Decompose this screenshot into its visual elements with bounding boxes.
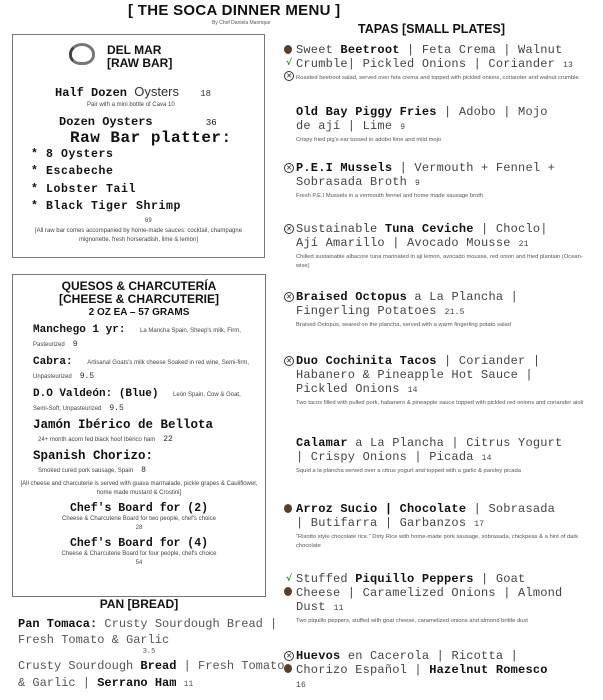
tapa-text: | Sobrasada [466,502,556,516]
tapa-line [296,354,601,368]
board-name: Chef's Board for (4) [69,537,209,550]
tapa-text: Fingerling Potatoes [296,304,437,318]
vegetarian-icon: √ [285,574,292,584]
tapa-text: Piquillo Peppers [355,572,474,586]
tapa-price: 13 [563,61,574,70]
del-mar-title: DEL MAR [107,43,162,57]
tapa-line [296,677,601,693]
gluten-free-icon: ✕ [284,292,294,302]
cheese-item [33,354,257,383]
tapa-line [296,222,601,236]
tapa-price: 21 [518,240,529,249]
tapa-desc: Chilled sustainable albacore tuna marinated in aji lemon, avocado mousse, red onion and fried plantain (Ocean-wise) [296,254,583,269]
tapa-item [296,105,601,145]
tapa-desc: Fresh P.E.I Mussels in a vermouth fennel and home made sausage broth [296,193,484,199]
tapa-desc: Braised Octopus, seared on the plancha, served with a warm fingerling potato salad [296,322,511,328]
tapa-text: | Feta Crema | Walnut [399,43,563,57]
tapa-line [296,304,601,320]
platter-item: * Lobster Tail [31,183,137,196]
tapa-desc: Squid a la plancha served over a citrus yogurt and topped with a garlic & parsley picada [296,468,521,474]
cheese-item [33,386,257,415]
tapa-line [296,119,601,135]
raw-bar-note: [All raw bar comes accompanied by home-made sauces: cocktail, champagne mignonette, fresh horseradish, lime & lemon] [34,228,243,243]
tapa-text: Arroz Sucio | Chocolate [296,502,467,516]
tapa-price: 9 [415,179,421,188]
tapa-price: 17 [474,520,485,529]
platter-item: * Black Tiger Shrimp [31,200,182,213]
tapa-price: 21.5 [444,308,465,317]
tapa-item [296,43,601,83]
tapa-price: 14 [481,454,492,463]
cheese-name: Manchego 1 yr: [33,324,126,336]
cheese-desc: 24+ month acorn fed black hoof Ibérico ham [38,437,156,443]
tapas-title: TAPAS [SMALL PLATES] [358,22,505,36]
tapa-line [296,516,601,532]
cheese-price: 9 [72,340,78,349]
half-dozen-oysters: Half Dozen Oysters 18 [55,84,212,100]
tapa-text: Crumble| Pickled Onions | Coriander [296,57,556,71]
nut-icon [284,664,292,673]
tapa-item [296,649,601,693]
raw-bar-platter-title: Raw Bar platter: [70,129,232,147]
tapa-price: 9 [400,123,406,132]
serrano-bread: Crusty Sourdough Bread | Fresh Tomato & Garlic | Serrano Ham 11 [18,659,285,690]
cheese-item [33,449,257,477]
cheese-name: D.O Valdeón: (Blue) [33,388,159,400]
tapa-price: 11 [333,604,344,613]
tapa-text: Cheese | Caramelized Onions | Almond [296,586,563,600]
cheese-price: 9.5 [109,404,124,413]
chef-board [13,502,265,533]
quesos-note: [All cheese and charcuterie is served with guava marmalade, pickle grapes & Cauliflower, home made mustard & Crostini] [20,481,258,496]
tapa-text: Old Bay Piggy Fries [296,105,437,119]
tapa-text: Tuna Ceviche [384,222,474,236]
cheese-desc: León Spain, Cow & Goat, Semi-Soft, Unpasteurized [33,392,241,412]
platter-item: * Escabeche [31,165,114,178]
menu-title: [ THE SOCA DINNER MENU ] [128,2,341,19]
tapa-line [296,382,601,398]
chef-board [13,537,265,568]
tapa-desc: Crispy fried pig's ear tossed in adobo lime and mild mojo [296,137,442,143]
tapa-text: P.E.I Mussels [296,161,393,175]
tapa-line [296,600,601,616]
tapa-item [296,502,601,551]
tapa-text: Sweet [296,43,341,57]
oyster-icon [69,43,95,65]
platter-price: 69 [145,218,152,224]
gluten-free-icon: ✕ [284,224,294,234]
tapa-line [296,663,601,677]
tapa-line [296,105,601,119]
tapa-item [296,290,601,330]
board-desc: Cheese & Charcuterie Board for two people, chef's choice [62,516,216,522]
tapa-text: Beetroot [340,43,400,57]
tapa-text: Calamar [296,436,348,450]
tapa-text: | Goat [473,572,526,586]
cheese-price: 9.5 [79,372,95,381]
tapa-text: Dust [296,600,326,614]
tapa-text: a La Plancha | Citrus Yogurt [347,436,563,450]
dozen-oysters: Dozen Oysters 36 [59,115,217,129]
tapa-line [296,368,601,382]
quesos-subtitle: [CHEESE & CHARCUTERIE] [58,292,219,306]
tapa-price: 16 [296,681,307,690]
cheese-price: 22 [163,435,173,444]
tapa-item [296,354,601,408]
tapa-item [296,572,601,626]
tapa-text: Huevos [296,649,341,663]
cheese-item [33,418,257,446]
tapa-line [296,572,601,586]
del-mar-subtitle: [RAW BAR] [107,56,173,70]
cheese-desc: La Mancha Spain, Sheep's milk, Firm, Pasteurized [33,328,241,348]
tapa-text: Duo Cochinita Tacos [296,354,437,368]
tapa-text: Braised Octopus [296,290,408,304]
tapa-text: Ají Amarillo | Avocado Mousse [296,236,511,250]
gluten-free-icon: ✕ [284,163,294,173]
tapa-text: | Choclo| [473,222,548,236]
board-name: Chef's Board for (2) [69,502,209,515]
tapa-text: | Butifarra | Garbanzos [296,516,467,530]
tapa-line [296,161,601,175]
cheese-desc: Artisanal Goats's milk cheese Soaked in red wine, Semi-firm, Unpasteurized [33,360,250,380]
del-mar-section [12,34,265,258]
board-price: 54 [135,560,143,566]
nut-icon [284,45,292,54]
nut-icon [284,587,292,596]
tapa-line [296,236,601,252]
tapa-text: Stuffed [296,572,356,586]
tapa-text: Chorizo Español | [296,663,430,677]
quesos-section [12,274,266,597]
tapa-desc: "Risotto style chocolate rice." Dirty Rice with home-made pork sausage, sobrasada, chickpeas & a hint of dark chocolate [296,534,579,549]
tapa-text: en Cacerola | Ricotta | [340,649,519,663]
cheese-desc: Smoked cured pork sausage, Spain [38,468,134,474]
tapa-line [296,502,601,516]
nut-icon [284,504,292,513]
board-desc: Cheese & Charcuterie Board for four people, chef's choice [61,551,217,557]
tapa-text: de ají | Lime [296,119,393,133]
tapa-text: | Crispy Onions | Picada [296,450,474,464]
tapa-line [296,649,601,663]
platter-item: * 8 Oysters [31,148,114,161]
tapa-text: a La Plancha | [407,290,519,304]
tapa-line [296,57,601,73]
cheese-item [33,322,257,351]
gluten-free-icon: ✕ [284,651,294,661]
quesos-weight: 2 OZ EA – 57 GRAMS [88,307,190,318]
cheese-name: Cabra: [33,356,73,368]
gluten-free-icon: ✕ [284,71,294,81]
gluten-free-icon: ✕ [284,356,294,366]
tapa-line [296,450,601,466]
tapa-desc: Roasted beetroot salad, served over feta crema and topped with pickled onions, coriander and walnut crumble. [296,75,581,81]
tapa-line [296,290,601,304]
tapa-desc: Two tacos filled with pulled pork, habanero & pineapple sauce topped with pickled red onions and coriander aioli [296,400,584,406]
board-price: 28 [135,525,143,531]
pan-title: PAN [BREAD] [99,597,179,611]
tapa-item [296,161,601,201]
chef-byline: By Chef Daniela Manrique [212,20,271,26]
tapa-line [296,175,601,191]
tapa-text: | Vermouth + Fennel + [392,161,556,175]
tapa-text: Pickled Onions [296,382,400,396]
cheese-name: Spanish Chorizo: [33,449,154,463]
tapa-text: Hazelnut Romesco [429,663,548,677]
cheese-price: 8 [141,466,146,475]
cheese-name: Jamón Ibérico de Bellota [33,418,214,432]
quesos-title: QUESOS & CHARCUTERÍA [61,279,217,293]
tapa-text: Sustainable [296,222,385,236]
tapa-desc: Two piquillo peppers, stuffed with goat cheese, caramelized onions and almond brittle dust [296,618,528,624]
tapa-line [296,586,601,600]
tapa-text: Habanero & Pineapple Hot Sauce | [296,368,533,382]
tapa-text: | Adobo | Mojo [436,105,548,119]
tapa-item [296,436,601,476]
pan-tomaca: Pan Tomaca: Crusty Sourdough Bread | Fresh Tomato & Garlic 3.5 [18,617,278,656]
vegetarian-icon: √ [285,58,292,68]
tapa-price: 14 [407,386,418,395]
tapa-item [296,222,601,271]
tapa-text: Sobrasada Broth [296,175,408,189]
tapa-text: | Coriander | [436,354,541,368]
cava-pairing: Pair with a mini bottle of Cava 10 [87,102,175,108]
tapa-line [296,436,601,450]
tapa-line [296,43,601,57]
